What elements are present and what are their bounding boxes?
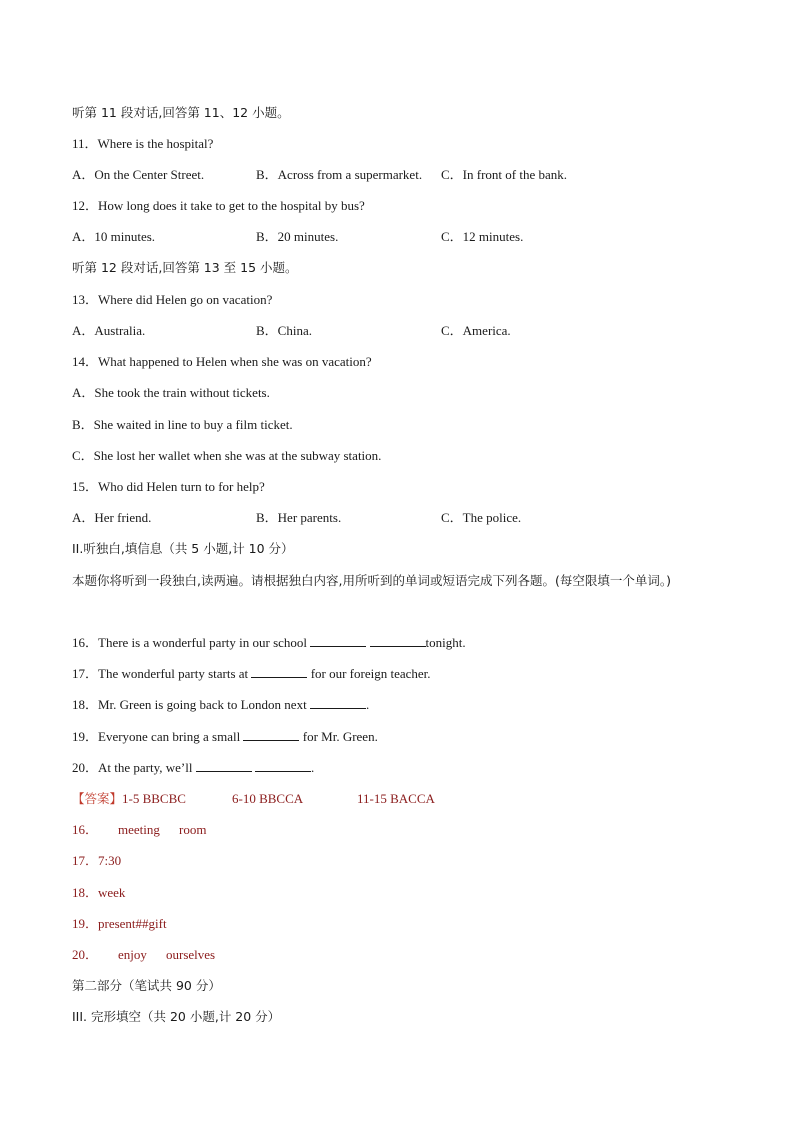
part-2-instructions: 本题你将听到一段独白,读两遍。请根据独白内容,用所听到的单词或短语完成下列各题。(每空限填一个单词。) [72, 573, 671, 588]
question-11-option-b: B．Across from a supermarket. [256, 167, 423, 182]
question-12-option-a: A．10 minutes. [72, 229, 156, 244]
answer-18: 18．week [72, 885, 126, 900]
answer-label: 【答案】 [72, 791, 123, 806]
fill-20-tail: . [310, 760, 315, 775]
fill-question-17 [72, 665, 431, 683]
question-12-option-c: C．12 minutes. [441, 229, 524, 244]
section-12-header: 听第 12 段对话,回答第 13 至 15 小题。 [72, 260, 298, 275]
question-15-option-c: C．The police. [441, 510, 522, 525]
question-14-option-a: A．She took the train without tickets. [72, 385, 270, 400]
question-11-option-c: C．In front of the bank. [441, 167, 568, 182]
question-13-option-a: A．Australia. [72, 323, 146, 338]
question-15-stem: 15．Who did Helen turn to for help? [72, 479, 265, 494]
question-14-stem: 14．What happened to Helen when she was on vacation? [72, 354, 372, 369]
answer-key-line [72, 790, 186, 808]
answer-blank [243, 728, 299, 741]
question-13-option-b: B．China. [256, 323, 312, 338]
answer-19: 19．present##gift [72, 916, 167, 931]
fill-19-text: 19．Everyone can bring a small [72, 729, 241, 744]
section-11-header: 听第 11 段对话,回答第 11、12 小题。 [72, 105, 290, 120]
fill-16-tail: tonight. [425, 635, 466, 650]
question-12-stem: 12．How long does it take to get to the hospital by bus? [72, 198, 365, 213]
answer-blank [310, 634, 366, 647]
cloze-section-header: III. 完形填空（共 20 小题,计 20 分） [72, 1009, 281, 1024]
answer-blank [196, 759, 252, 772]
fill-question-18 [72, 696, 369, 714]
fill-18-tail: . [365, 697, 370, 712]
answer-blank [251, 665, 307, 678]
fill-17-tail: for our foreign teacher. [310, 666, 431, 681]
answer-group-2: 6-10 BBCCA [232, 791, 304, 806]
answer-blank [370, 634, 426, 647]
answer-blank [255, 759, 311, 772]
question-12-option-b: B．20 minutes. [256, 229, 339, 244]
written-part-header: 第二部分（笔试共 90 分） [72, 978, 221, 993]
answer-20-word-2: ourselves [166, 947, 216, 962]
question-14-option-b: B．She waited in line to buy a film ticket. [72, 417, 293, 432]
answer-blank [310, 696, 366, 709]
answer-group-1: 1-5 BBCBC [122, 791, 186, 806]
question-14-option-c: C．She lost her wallet when she was at the subway station. [72, 448, 382, 463]
fill-18-text: 18．Mr. Green is going back to London next [72, 697, 307, 712]
answer-16-number: 16． [72, 822, 99, 837]
answer-group-3: 11-15 BACCA [357, 791, 435, 806]
answer-16-word-2: room [179, 822, 207, 837]
fill-question-20 [72, 759, 314, 777]
question-13-option-c: C．America. [441, 323, 511, 338]
answer-20-word-1: enjoy [118, 947, 147, 962]
part-2-header: II.听独白,填信息（共 5 小题,计 10 分） [72, 541, 294, 556]
fill-17-text: 17．The wonderful party starts at [72, 666, 249, 681]
fill-question-16 [72, 634, 466, 652]
fill-19-tail: for Mr. Green. [302, 729, 378, 744]
fill-16-text: 16．There is a wonderful party in our school [72, 635, 308, 650]
fill-question-19 [72, 728, 378, 746]
question-13-stem: 13．Where did Helen go on vacation? [72, 292, 273, 307]
answer-20-number: 20． [72, 947, 99, 962]
question-15-option-b: B．Her parents. [256, 510, 342, 525]
fill-20-text: 20．At the party, we’ll [72, 760, 193, 775]
question-11-option-a: A．On the Center Street. [72, 167, 205, 182]
answer-16-word-1: meeting [118, 822, 160, 837]
question-15-option-a: A．Her friend. [72, 510, 152, 525]
question-11-stem: 11．Where is the hospital? [72, 136, 214, 151]
answer-17: 17．7:30 [72, 853, 122, 868]
